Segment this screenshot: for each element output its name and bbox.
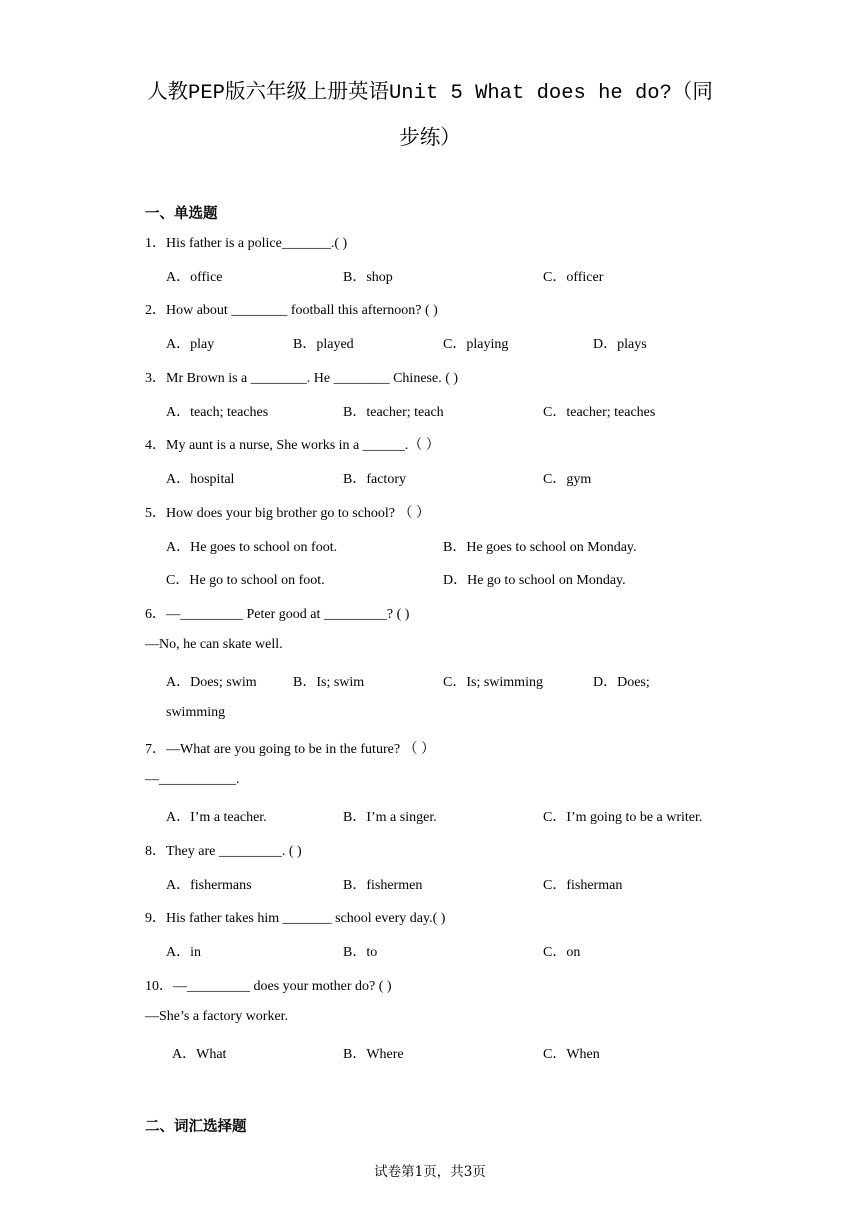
section-heading-vocabulary: 二、词汇选择题 (145, 1118, 247, 1135)
option-c: C．gym (543, 472, 592, 487)
question-stem: 9．His father takes him _______ school every day.( ) (145, 911, 446, 926)
question-dialogue-line: —She’s a factory worker. (145, 1009, 289, 1024)
option-a: A．Does; swim (166, 675, 257, 690)
option-a: A．office (166, 270, 223, 285)
option-a: A．I’m a teacher. (166, 810, 267, 825)
question-dialogue-line: —___________. (145, 772, 240, 787)
option-c: C．on (543, 945, 581, 960)
option-c: C．He go to school on foot. (166, 573, 325, 588)
option-b: B．Where (343, 1047, 404, 1062)
page-title: 人教PEP版六年级上册英语Unit 5 What does he do?（同 (147, 82, 713, 105)
question-dialogue-line: —No, he can skate well. (145, 637, 283, 652)
option-a: A．fishermans (166, 878, 252, 893)
page-title-continued: 步练） (399, 128, 461, 151)
question-stem: 8．They are _________. ( ) (145, 844, 302, 859)
page-footer: 试卷第1页，共3页 (374, 1164, 486, 1180)
option-a: A．He goes to school on foot. (166, 540, 338, 555)
option-a: A．What (172, 1047, 227, 1062)
option-b: B．Is; swim (293, 675, 365, 690)
option-b: B．I’m a singer. (343, 810, 437, 825)
option-c: C．teacher; teaches (543, 405, 656, 420)
question-stem: 4．My aunt is a nurse, She works in a ______.（ ） (145, 438, 440, 453)
option-c: C．When (543, 1047, 600, 1062)
option-a: A．teach; teaches (166, 405, 269, 420)
question-stem: 6．—_________ Peter good at _________? ( ) (145, 607, 410, 622)
option-b: B．He goes to school on Monday. (443, 540, 637, 555)
option-b: B．played (293, 337, 354, 352)
option-b: B．to (343, 945, 378, 960)
option-a: A．play (166, 337, 215, 352)
option-c: C．Is; swimming (443, 675, 543, 690)
option-c: C．playing (443, 337, 509, 352)
option-a: A．hospital (166, 472, 235, 487)
section-heading-single-choice: 一、单选题 (145, 205, 218, 222)
option-a: A．in (166, 945, 201, 960)
option-d-continued: swimming (166, 705, 226, 720)
question-stem: 3．Mr Brown is a ________. He ________ Chinese. ( ) (145, 371, 459, 386)
question-stem: 5．How does your big brother go to school? （ ） (145, 506, 431, 521)
option-b: B．shop (343, 270, 393, 285)
option-c: C．I’m going to be a writer. (543, 810, 703, 825)
option-d: D．plays (593, 337, 647, 352)
option-c: C．fisherman (543, 878, 623, 893)
option-d: D．He go to school on Monday. (443, 573, 626, 588)
option-b: B．fishermen (343, 878, 423, 893)
option-c: C．officer (543, 270, 604, 285)
question-stem: 10．—_________ does your mother do? ( ) (145, 979, 392, 994)
question-stem: 2．How about ________ football this afternoon? ( ) (145, 303, 438, 318)
option-b: B．factory (343, 472, 406, 487)
option-b: B．teacher; teach (343, 405, 444, 420)
option-d: D．Does; (593, 675, 650, 690)
question-stem: 1．His father is a police_______.( ) (145, 236, 348, 251)
question-stem: 7．—What are you going to be in the future? （ ） (145, 742, 436, 757)
